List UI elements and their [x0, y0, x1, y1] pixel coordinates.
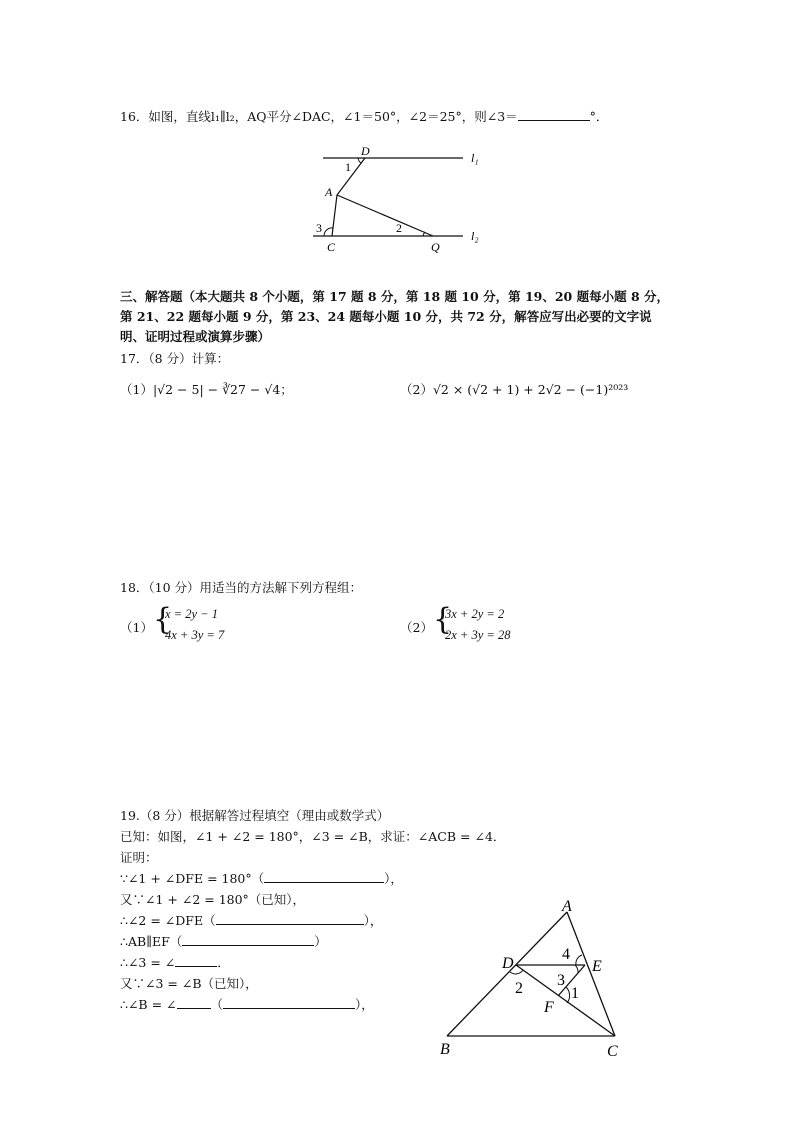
angle2-arc — [423, 232, 425, 236]
q19-blank6[interactable] — [223, 996, 355, 1009]
label-b: B — [440, 1041, 450, 1058]
segment-ab — [447, 912, 567, 1036]
label-angle2: 2 — [515, 980, 523, 997]
q19-blank2[interactable] — [216, 912, 364, 925]
segment-ac — [567, 912, 615, 1036]
section3-line3: 明、证明过程或演算步骤） — [120, 329, 271, 344]
label-angle1: 1 — [345, 160, 351, 174]
label-d: D — [502, 955, 514, 972]
q19-given: 已知：如图，∠1 + ∠2 = 180°，∠3 = ∠B，求证：∠ACB = ∠4． — [120, 829, 506, 844]
q19-figure — [430, 895, 630, 1065]
q19-blank5[interactable] — [177, 996, 211, 1009]
q19-blank4[interactable] — [175, 954, 217, 967]
label-c: C — [607, 1043, 618, 1060]
q16-unit: °． — [589, 109, 609, 124]
label-angle3: 3 — [557, 972, 565, 989]
q19-line1: ∵∠1 + ∠DFE = 180°（ ）， — [120, 871, 403, 886]
q19-line4: ∴AB∥EF（ ） — [120, 934, 327, 949]
q16-statement: 如图，直线l₁∥l₂，AQ平分∠DAC，∠1＝50°，∠2＝25°，则∠3＝ — [148, 109, 518, 124]
q19-line3: ∴∠2 = ∠DFE（ ）， — [120, 913, 383, 928]
q19-line7: ∴∠B = ∠ （ ）， — [120, 997, 374, 1012]
q16-answer-blank[interactable] — [518, 108, 590, 121]
segment-da — [337, 158, 365, 195]
label-angle4: 4 — [562, 946, 570, 963]
q16-number: 16． — [120, 109, 149, 124]
q18-part2-label: （2） — [400, 620, 433, 635]
q19-line5: ∴∠3 = ∠ ． — [120, 955, 230, 970]
q17-title: 17．（8 分）计算： — [120, 351, 230, 366]
q18-part1-eq2: 4x + 3y = 7 — [165, 628, 225, 642]
label-c: C — [327, 240, 336, 254]
segment-aq — [337, 195, 433, 236]
q18-part2-eq2: 2x + 3y = 28 — [445, 628, 511, 642]
q16-text — [120, 107, 608, 125]
label-q: Q — [431, 240, 440, 254]
q19-title: 19.（8 分）根据解答过程填空（理由或数学式） — [120, 808, 390, 823]
q19-line2: 又∵∠1 + ∠2 = 180°（已知）， — [120, 892, 306, 907]
q18-title: 18．（10 分）用适当的方法解下列方程组： — [120, 580, 363, 595]
q17-part1: （1）|√2 − 5| − ∛27 − √4； — [120, 382, 293, 397]
segment-ac — [332, 195, 337, 236]
label-e: E — [592, 958, 602, 975]
q19-proof-label: 证明： — [120, 850, 158, 865]
label-l2: l₂ — [471, 229, 479, 243]
angle1-arc — [358, 158, 361, 163]
q18-part1-brace: { — [153, 602, 173, 637]
q18-part2-brace: { — [433, 602, 453, 637]
q19-blank1[interactable] — [264, 870, 384, 883]
segment-dc — [516, 965, 615, 1036]
q18-part1-label: （1） — [120, 620, 153, 635]
q19-line6: 又∵∠3 = ∠B（已知）， — [120, 976, 258, 991]
label-angle1: 1 — [571, 985, 579, 1002]
q18-part2-eq1: 3x + 2y = 2 — [445, 607, 505, 621]
section3-line2: 第 21、22 题每小题 9 分，第 23、24 题每小题 10 分，共 72 分，解答应写出必要的文字说 — [120, 309, 652, 324]
label-l1: l₁ — [471, 151, 479, 165]
q19-blank3[interactable] — [182, 933, 314, 946]
label-a: A — [562, 898, 572, 915]
label-a: A — [325, 185, 333, 199]
angle3-arc — [575, 965, 578, 973]
section3-line1: 三、解答题（本大题共 8 个小题，第 17 题 8 分，第 18 题 10 分，第 19、20 题每小题 8 分， — [120, 289, 669, 304]
q16-figure — [305, 140, 505, 260]
angle4-arc — [576, 955, 582, 965]
q18-part1-eq1: x = 2y − 1 — [165, 607, 218, 621]
q17-part2: （2）√2 × (√2 + 1) + 2√2 − (−1)²⁰²³ — [400, 382, 629, 397]
label-d: D — [361, 144, 370, 158]
label-f: F — [544, 999, 554, 1016]
label-angle2: 2 — [396, 221, 402, 235]
label-angle3: 3 — [316, 221, 322, 235]
